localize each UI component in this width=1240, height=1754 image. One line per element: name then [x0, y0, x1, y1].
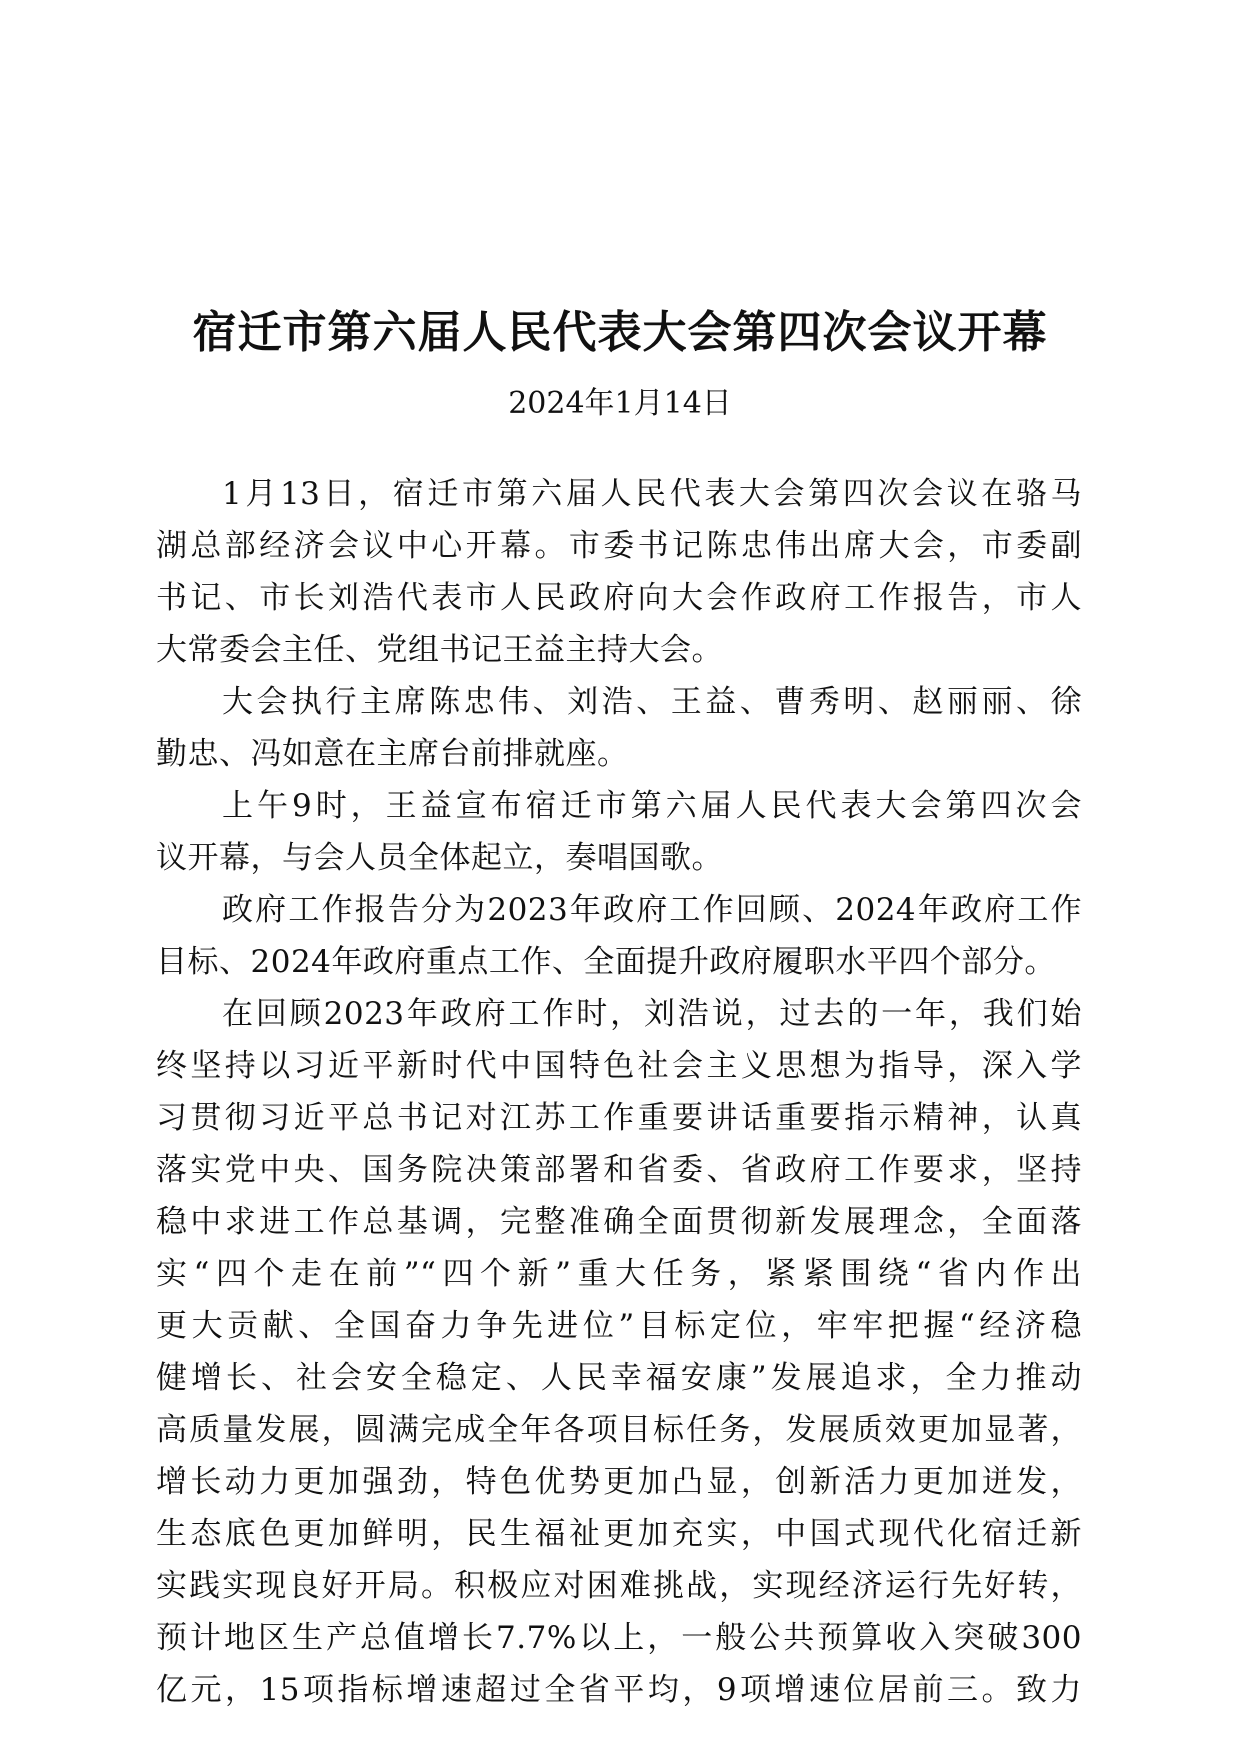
body-text-line: 生态底色更加鲜明，民生福祉更加充实，中国式现代化宿迁新	[156, 1516, 1082, 1552]
document-title: 宿迁市第六届人民代表大会第四次会议开幕	[192, 307, 1048, 358]
body-text-line: 政府工作报告分为2023年政府工作回顾、2024年政府工作	[222, 892, 1082, 928]
body-text-line: 增长动力更加强劲，特色优势更加凸显，创新活力更加迸发，	[156, 1464, 1082, 1500]
body-text-line: 议开幕，与会人员全体起立，奏唱国歌。	[156, 840, 723, 876]
body-text-line: 习贯彻习近平总书记对江苏工作重要讲话重要指示精神，认真	[156, 1100, 1082, 1136]
body-text-line: 书记、市长刘浩代表市人民政府向大会作政府工作报告，市人	[156, 580, 1082, 616]
body-text-line: 预计地区生产总值增长7.7%以上，一般公共预算收入突破300	[156, 1620, 1082, 1656]
body-text-line: 湖总部经济会议中心开幕。市委书记陈忠伟出席大会，市委副	[156, 528, 1082, 564]
document-date: 2024年1月14日	[508, 386, 732, 421]
body-text-line: 终坚持以习近平新时代中国特色社会主义思想为指导，深入学	[156, 1048, 1082, 1084]
body-text-line: 实“四个走在前”“四个新”重大任务，紧紧围绕“省内作出	[156, 1256, 1082, 1292]
body-text-line: 目标、2024年政府重点工作、全面提升政府履职水平四个部分。	[156, 944, 1056, 980]
body-text-line: 更大贡献、全国奋力争先进位”目标定位，牢牢把握“经济稳	[156, 1308, 1082, 1344]
body-text-line: 勤忠、冯如意在主席台前排就座。	[156, 736, 629, 772]
body-text-line: 健增长、社会安全稳定、人民幸福安康”发展追求，全力推动	[156, 1360, 1082, 1396]
body-text-line: 大会执行主席陈忠伟、刘浩、王益、曹秀明、赵丽丽、徐	[222, 684, 1082, 720]
body-text-line: 稳中求进工作总基调，完整准确全面贯彻新发展理念，全面落	[156, 1204, 1082, 1240]
body-text-line: 落实党中央、国务院决策部署和省委、省政府工作要求，坚持	[156, 1152, 1082, 1188]
body-text-line: 实践实现良好开局。积极应对困难挑战，实现经济运行先好转，	[156, 1568, 1082, 1604]
body-text-line: 大常委会主任、党组书记王益主持大会。	[156, 632, 723, 668]
body-text-line: 1月13日，宿迁市第六届人民代表大会第四次会议在骆马	[222, 476, 1082, 512]
body-text-line: 高质量发展，圆满完成全年各项目标任务，发展质效更加显著，	[156, 1412, 1082, 1448]
body-text-line: 在回顾2023年政府工作时，刘浩说，过去的一年，我们始	[222, 996, 1082, 1032]
document-body	[156, 468, 1082, 1716]
body-text-line: 上午9时，王益宣布宿迁市第六届人民代表大会第四次会	[222, 788, 1082, 824]
body-text-line: 亿元，15项指标增速超过全省平均，9项增速位居前三。致力	[156, 1672, 1082, 1708]
